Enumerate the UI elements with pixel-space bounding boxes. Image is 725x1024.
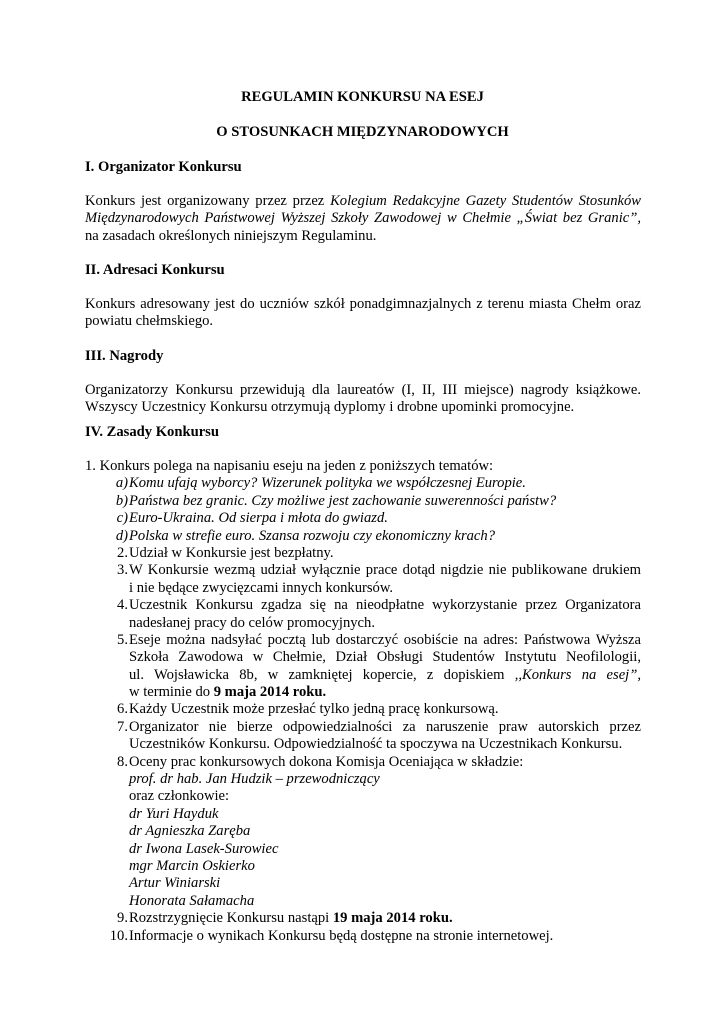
list-item-continuation	[85, 615, 641, 632]
list-item	[85, 719, 641, 736]
rule-text	[129, 667, 641, 684]
rule-text: Uczestników Konkursu. Odpowiedzialność ta spoczywa na Uczestnikach Konkursu.	[129, 736, 623, 753]
document-title: REGULAMIN KONKURSU NA ESEJ	[241, 89, 484, 105]
list-marker: 5.	[117, 631, 128, 648]
list-item	[85, 597, 641, 614]
list-marker: 4.	[117, 597, 128, 614]
topic-text: Euro-Ukraina. Od sierpa i młota do gwiazd.	[129, 510, 388, 527]
committee-chair	[85, 771, 641, 788]
list-item	[85, 632, 641, 649]
list-item	[85, 910, 641, 927]
topic-item	[85, 475, 641, 492]
section-prizes-text	[85, 382, 641, 417]
list-marker: 3.	[117, 562, 128, 579]
organizer-name-part1: Kolegium Redakcyjne Gazety Studentów Stosunków	[330, 193, 641, 209]
paragraph-line	[85, 193, 641, 210]
committee-members-label	[85, 788, 641, 805]
organizer-name-part2: Międzynarodowych Państwowej Wyższej Szkoły Zawodowej w Chełmie „Świat bez Granic”,	[85, 210, 641, 227]
rule-text: Organizator nie bierze odpowiedzialności za naruszenie praw autorskich przez	[129, 718, 641, 735]
rule-1-text: 1. Konkurs polega na napisaniu eseju na jeden z poniższych tematów:	[85, 458, 494, 474]
text-run: w terminie do	[129, 684, 214, 701]
member-name: Artur Winiarski	[129, 875, 221, 892]
rule-text: Informacje o wynikach Konkursu będą dostępne na stronie internetowej.	[129, 927, 554, 944]
list-marker: b)	[115, 492, 128, 509]
paragraph-line: Organizatorzy Konkursu przewidują dla laureatów (I, II, III miejsce) nagrody książkowe.	[85, 382, 641, 398]
list-marker: c)	[116, 510, 128, 527]
list-marker: 6.	[117, 701, 128, 718]
results-date: 19 maja 2014 roku.	[332, 910, 453, 927]
committee-member	[85, 841, 641, 858]
paragraph-line: na zasadach określonych niniejszym Regulaminu.	[85, 227, 377, 244]
section-heading-organizer: I. Organizator Konkursu	[85, 159, 242, 175]
rule-text	[129, 684, 641, 701]
committee-member	[85, 806, 641, 823]
text-run: ul. Wojsławicka 8b, w zamkniętej kopercie, z dopiskiem	[129, 666, 515, 683]
document-subtitle: O STOSUNKACH MIĘDZYNARODOWYCH	[216, 124, 509, 140]
list-item	[85, 754, 641, 771]
list-item	[85, 928, 641, 945]
member-name: dr Yuri Hayduk	[129, 805, 219, 822]
deadline-date: 9 maja 2014 roku.	[213, 684, 327, 701]
rule-text: nadesłanej pracy do celów promocyjnych.	[129, 614, 375, 631]
section-organizer-text	[85, 193, 641, 245]
list-item-continuation	[85, 649, 641, 666]
member-name: mgr Marcin Oskierko	[129, 857, 255, 874]
list-marker: 7.	[117, 718, 128, 735]
rules-list	[85, 458, 641, 945]
list-marker: 10.	[109, 927, 128, 944]
committee-member	[85, 858, 641, 875]
list-item-continuation	[85, 684, 641, 701]
committee-chair-name: prof. dr hab. Jan Hudzik – przewodniczący	[129, 771, 380, 788]
topic-text: Państwa bez granic. Czy możliwe jest zachowanie suwerenności państw?	[129, 492, 557, 509]
list-marker: d)	[115, 527, 128, 544]
member-name: Honorata Sałamacha	[129, 892, 255, 909]
committee-member	[85, 893, 641, 910]
list-item	[85, 458, 641, 475]
committee-member	[85, 823, 641, 840]
list-marker: 9.	[117, 910, 128, 927]
rule-text: Szkoła Zawodowa w Chełmie, Dział Obsługi Studentów Instytutu Neofilologii,	[129, 649, 641, 666]
paragraph-line: Wszyscy Uczestnicy Konkursu otrzymują dyplomy i drobne upominki promocyjne.	[85, 399, 575, 416]
committee-member	[85, 875, 641, 892]
list-marker: 2.	[117, 544, 128, 561]
envelope-note: ,,Konkurs na esej”,	[514, 666, 642, 683]
section-heading-rules: IV. Zasady Konkursu	[85, 424, 219, 440]
member-name: dr Iwona Lasek-Surowiec	[129, 840, 279, 857]
list-item	[85, 545, 641, 562]
topic-item	[85, 510, 641, 527]
topic-text: Polska w strefie euro. Szansa rozwoju czy ekonomiczny krach?	[129, 527, 496, 544]
members-label: oraz członkowie:	[129, 788, 230, 805]
list-item-continuation	[85, 580, 641, 597]
list-item	[85, 562, 641, 579]
rule-text: i nie będące zwycięzcami innych konkursów.	[129, 579, 394, 596]
topic-text: Komu ufają wyborcy? Wizerunek polityka we współczesnej Europie.	[129, 475, 526, 492]
list-marker: a)	[115, 475, 128, 492]
text-run: Konkurs jest organizowany przez przez	[85, 193, 331, 209]
topic-item	[85, 493, 641, 510]
paragraph-line: Konkurs adresowany jest do uczniów szkół ponadgimnazjalnych z terenu miasta Chełm oraz	[85, 296, 641, 312]
rule-text: Udział w Konkursie jest bezpłatny.	[129, 544, 334, 561]
rule-text: Oceny prac konkursowych dokona Komisja Oceniająca w składzie:	[129, 753, 524, 770]
text-run: Rozstrzygnięcie Konkursu nastąpi	[129, 910, 333, 927]
topic-item	[85, 528, 641, 545]
section-heading-addressees: II. Adresaci Konkursu	[85, 262, 225, 278]
paragraph-line: powiatu chełmskiego.	[85, 313, 214, 330]
list-marker: 8.	[117, 753, 128, 770]
rule-text: W Konkursie wezmą udział wyłącznie prace dotąd nigdzie nie publikowane drukiem	[129, 562, 641, 579]
list-item-continuation	[85, 736, 641, 753]
rule-text: Każdy Uczestnik może przesłać tylko jedną pracę konkursową.	[129, 701, 499, 718]
rule-text: Eseje można nadsyłać pocztą lub dostarczyć osobiście na adres: Państwowa Wyższa	[129, 631, 641, 648]
list-item-continuation	[85, 667, 641, 684]
section-addressees-text	[85, 296, 641, 331]
rule-text: Uczestnik Konkursu zgadza się na nieodpłatne wykorzystanie przez Organizatora	[129, 597, 641, 614]
member-name: dr Agnieszka Zaręba	[129, 823, 251, 840]
section-heading-prizes: III. Nagrody	[85, 348, 164, 364]
list-item	[85, 701, 641, 718]
rule-text	[129, 910, 641, 927]
